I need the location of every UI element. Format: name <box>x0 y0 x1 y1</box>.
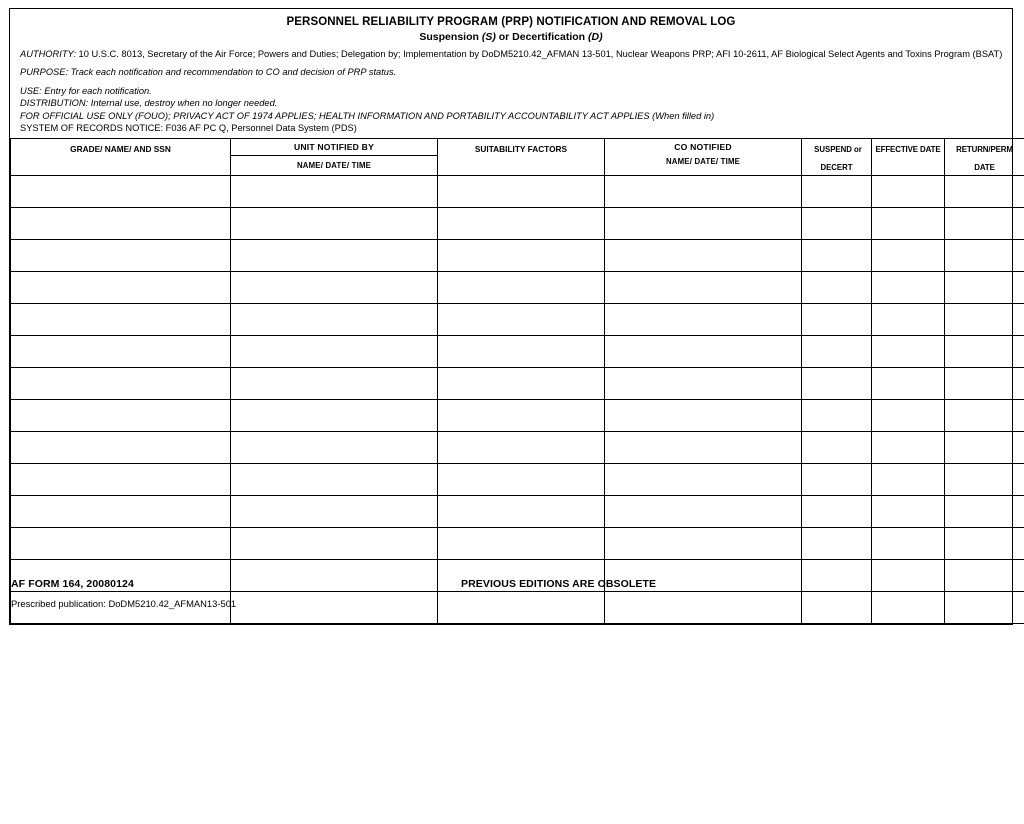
cell-unit-notified-by[interactable] <box>231 528 438 560</box>
column-header-suspend-or-decert-label: SUSPEND or DECERT <box>814 145 862 173</box>
prp-log-table <box>10 138 1024 624</box>
cell-suitability-factors[interactable] <box>438 432 605 464</box>
authority-label: AUTHORITY: <box>20 49 76 59</box>
column-header-co-notified-sub: NAME/ DATE/ TIME <box>665 157 741 167</box>
cell-co-notified[interactable] <box>605 240 802 272</box>
column-header-unit-notified-by-label: UNIT NOTIFIED BY <box>231 139 437 156</box>
column-header-suitability-factors-label: SUITABILITY FACTORS <box>474 144 568 155</box>
cell-suspend-or-decert[interactable] <box>802 272 872 304</box>
table-row <box>11 336 1024 368</box>
cell-suitability-factors[interactable] <box>438 368 605 400</box>
records-notice-line: SYSTEM OF RECORDS NOTICE: F036 AF PC Q, Personnel Data System (PDS) <box>20 123 357 134</box>
table-row <box>11 496 1024 528</box>
cell-grade-name-ssn[interactable] <box>11 336 231 368</box>
cell-effective-date[interactable] <box>872 272 945 304</box>
cell-suspend-or-decert[interactable] <box>802 368 872 400</box>
column-header-unit-notified-by-sub: NAME/ DATE/ TIME <box>296 161 372 171</box>
cell-unit-notified-by[interactable] <box>231 400 438 432</box>
cell-co-notified[interactable] <box>605 432 802 464</box>
cell-suspend-or-decert[interactable] <box>802 208 872 240</box>
cell-unit-notified-by[interactable] <box>231 176 438 208</box>
table-row <box>11 304 1024 336</box>
cell-co-notified[interactable] <box>605 336 802 368</box>
cell-suitability-factors[interactable] <box>438 304 605 336</box>
cell-co-notified[interactable] <box>605 368 802 400</box>
table-body <box>11 176 1024 624</box>
cell-grade-name-ssn[interactable] <box>11 208 231 240</box>
form-title: PERSONNEL RELIABILITY PROGRAM (PRP) NOTIFICATION AND REMOVAL LOG <box>286 16 736 28</box>
table-row <box>11 368 1024 400</box>
cell-grade-name-ssn[interactable] <box>11 272 231 304</box>
cell-return-perm-date[interactable] <box>945 272 1024 304</box>
table-row <box>11 528 1024 560</box>
column-header-grade-name-ssn <box>11 139 231 176</box>
cell-return-perm-date[interactable] <box>945 496 1024 528</box>
cell-co-notified[interactable] <box>605 272 802 304</box>
column-header-suitability-factors <box>438 139 605 176</box>
cell-return-perm-date[interactable] <box>945 400 1024 432</box>
cell-suitability-factors[interactable] <box>438 528 605 560</box>
cell-grade-name-ssn[interactable] <box>11 464 231 496</box>
table-row <box>11 176 1024 208</box>
cell-suspend-or-decert[interactable] <box>802 400 872 432</box>
form-header <box>10 9 1012 138</box>
cell-effective-date[interactable] <box>872 176 945 208</box>
cell-grade-name-ssn[interactable] <box>11 400 231 432</box>
cell-co-notified[interactable] <box>605 400 802 432</box>
cell-effective-date[interactable] <box>872 496 945 528</box>
use-line: USE: Entry for each notification. <box>20 85 152 96</box>
column-header-co-notified <box>605 139 802 176</box>
table-header-row <box>11 139 1024 176</box>
cell-effective-date[interactable] <box>872 528 945 560</box>
cell-grade-name-ssn[interactable] <box>11 304 231 336</box>
cell-effective-date[interactable] <box>872 336 945 368</box>
column-header-effective-date <box>872 139 945 176</box>
column-header-return-perm-date <box>945 139 1024 176</box>
cell-unit-notified-by[interactable] <box>231 304 438 336</box>
table-row <box>11 432 1024 464</box>
cell-co-notified[interactable] <box>605 176 802 208</box>
table-row <box>11 240 1024 272</box>
cell-suspend-or-decert[interactable] <box>802 336 872 368</box>
fouo-line: FOR OFFICIAL USE ONLY (FOUO); PRIVACY ACT OF 1974 APPLIES; HEALTH INFORMATION AND PORTABILITY ACCOUNTABILITY ACT APPLIES (When filled in) <box>20 110 715 121</box>
table-row <box>11 400 1024 432</box>
cell-co-notified[interactable] <box>605 464 802 496</box>
cell-return-perm-date[interactable] <box>945 208 1024 240</box>
form-subtitle <box>18 30 1004 44</box>
table-header-row-group <box>11 139 1024 176</box>
cell-co-notified[interactable] <box>605 528 802 560</box>
cell-suitability-factors[interactable] <box>438 208 605 240</box>
footer-primary-row <box>9 578 1013 594</box>
cell-return-perm-date[interactable] <box>945 464 1024 496</box>
cell-suspend-or-decert[interactable] <box>802 240 872 272</box>
cell-return-perm-date[interactable] <box>945 336 1024 368</box>
cell-grade-name-ssn[interactable] <box>11 432 231 464</box>
cell-effective-date[interactable] <box>872 432 945 464</box>
cell-co-notified[interactable] <box>605 304 802 336</box>
purpose-line: PURPOSE: Track each notification and recommendation to CO and decision of PRP status. <box>20 67 397 78</box>
cell-return-perm-date[interactable] <box>945 368 1024 400</box>
cell-unit-notified-by[interactable] <box>231 272 438 304</box>
form-footer <box>9 578 1013 618</box>
subtitle-suspension-code: (S) <box>481 31 496 43</box>
subtitle-decert-code: (D) <box>588 31 603 43</box>
cell-grade-name-ssn[interactable] <box>11 496 231 528</box>
cell-grade-name-ssn[interactable] <box>11 176 231 208</box>
column-header-unit-notified-by <box>231 139 438 176</box>
cell-co-notified[interactable] <box>605 208 802 240</box>
authority-line <box>20 48 1004 60</box>
cell-suspend-or-decert[interactable] <box>802 176 872 208</box>
subtitle-suspension-label: Suspension <box>419 31 482 43</box>
cell-effective-date[interactable] <box>872 304 945 336</box>
cell-return-perm-date[interactable] <box>945 432 1024 464</box>
cell-suitability-factors[interactable] <box>438 272 605 304</box>
column-header-co-notified-label: CO NOTIFIED <box>674 142 732 153</box>
previous-editions-notice: PREVIOUS EDITIONS ARE OBSOLETE <box>461 578 657 590</box>
column-header-effective-date-label: EFFECTIVE DATE <box>875 145 941 155</box>
cell-suspend-or-decert[interactable] <box>802 496 872 528</box>
cell-suspend-or-decert[interactable] <box>802 304 872 336</box>
cell-effective-date[interactable] <box>872 240 945 272</box>
cell-unit-notified-by[interactable] <box>231 464 438 496</box>
prescribed-publication: Prescribed publication: DoDM5210.42_AFMAN13-501 <box>11 598 237 609</box>
authority-text: 10 U.S.C. 8013, Secretary of the Air Force; Powers and Duties; Delegation by; Implementation by DoDM5210.42_AFMAN 13-501, Nuclear Weapons PRP; AFI 10-2611, AF Biological Select Agents and Toxins Program (BSAT) <box>75 49 1003 59</box>
cell-suitability-factors[interactable] <box>438 240 605 272</box>
cell-co-notified[interactable] <box>605 496 802 528</box>
cell-effective-date[interactable] <box>872 368 945 400</box>
cell-return-perm-date[interactable] <box>945 304 1024 336</box>
column-header-suspend-or-decert <box>802 139 872 176</box>
form-body <box>9 8 1013 625</box>
cell-grade-name-ssn[interactable] <box>11 368 231 400</box>
table-row <box>11 208 1024 240</box>
cell-grade-name-ssn[interactable] <box>11 528 231 560</box>
cell-suitability-factors[interactable] <box>438 336 605 368</box>
cell-unit-notified-by[interactable] <box>231 368 438 400</box>
cell-return-perm-date[interactable] <box>945 240 1024 272</box>
cell-unit-notified-by[interactable] <box>231 208 438 240</box>
table-row <box>11 272 1024 304</box>
cell-return-perm-date[interactable] <box>945 176 1024 208</box>
cell-suspend-or-decert[interactable] <box>802 528 872 560</box>
column-header-return-perm-date-label: RETURN/PERM DATE <box>956 145 1013 173</box>
cell-grade-name-ssn[interactable] <box>11 240 231 272</box>
cell-effective-date[interactable] <box>872 400 945 432</box>
cell-unit-notified-by[interactable] <box>231 496 438 528</box>
cell-unit-notified-by[interactable] <box>231 240 438 272</box>
cell-return-perm-date[interactable] <box>945 528 1024 560</box>
cell-suitability-factors[interactable] <box>438 400 605 432</box>
cell-suitability-factors[interactable] <box>438 176 605 208</box>
subtitle-separator: or Decertification <box>495 31 589 43</box>
cell-unit-notified-by[interactable] <box>231 336 438 368</box>
column-header-grade-name-ssn-label: GRADE/ NAME/ AND SSN <box>70 144 171 155</box>
form-identifier: AF FORM 164, 20080124 <box>11 578 134 590</box>
cell-effective-date[interactable] <box>872 208 945 240</box>
cell-unit-notified-by[interactable] <box>231 432 438 464</box>
cell-suitability-factors[interactable] <box>438 464 605 496</box>
cell-effective-date[interactable] <box>872 464 945 496</box>
cell-suspend-or-decert[interactable] <box>802 464 872 496</box>
cell-suspend-or-decert[interactable] <box>802 432 872 464</box>
form-meta-block <box>18 48 1004 134</box>
table-row <box>11 464 1024 496</box>
distribution-line: DISTRIBUTION: Internal use, destroy when no longer needed. <box>20 98 278 109</box>
cell-suitability-factors[interactable] <box>438 496 605 528</box>
